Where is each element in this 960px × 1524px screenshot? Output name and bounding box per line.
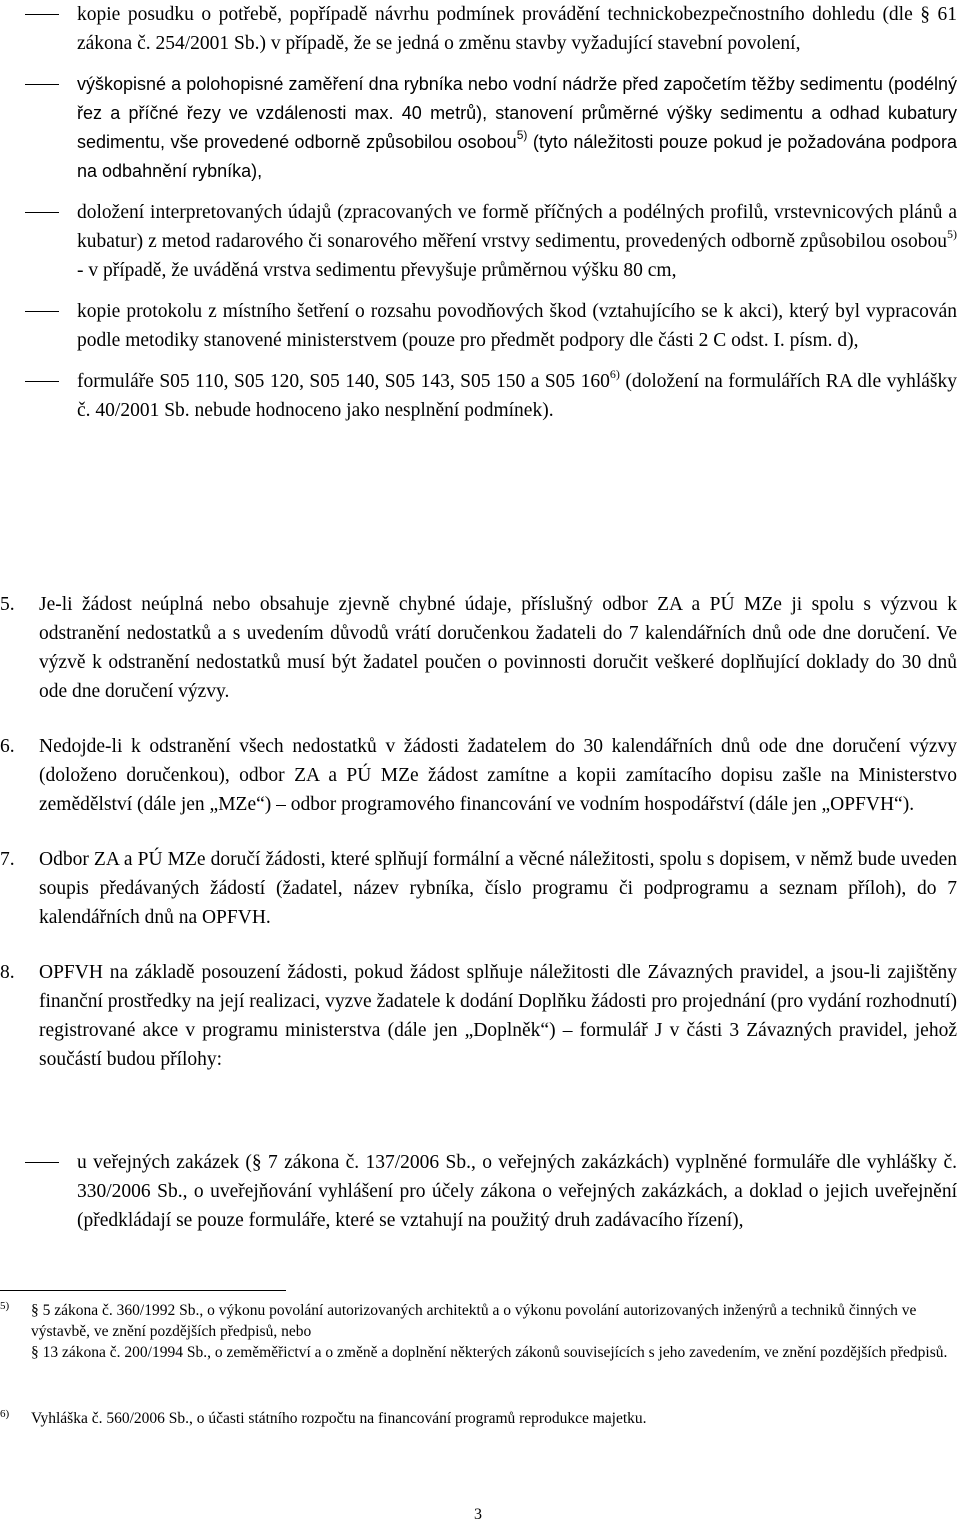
paragraph-text: Nedojde-li k odstranění všech nedostatků v žádosti žadatelem do 30 kalendářních dnů ode dne doručení výzvy (doloženo doručenkou), odbor ZA a PÚ MZe žádost zamítne a kopii zamítacího dopisu zašle na Ministerstvo zemědělství (dále jen „MZe“) – odbor programového financování ve vodním hospodářství (dále jen „OPFVH“). — [39, 736, 957, 815]
footnote-ref: 5) — [516, 128, 528, 142]
numbered-paragraph — [0, 590, 957, 706]
bullet-list-bottom — [0, 1148, 957, 1235]
page-number: 3 — [474, 1506, 482, 1523]
list-item-text: u veřejných zakázek (§ 7 zákona č. 137/2006 Sb., o veřejných zakázkách) vyplněné formuláře dle vyhlášky č. 330/2006 Sb., o uveřejňování vyhlášení pro účely zákona o veřejných zakázkách, a doklad o jejich uveřejnění (předkládají se pouze formuláře, které se vztahují na použitý druh zadávacího řízení), — [77, 1152, 957, 1231]
numbered-list — [0, 590, 957, 1074]
paragraph-number: 8. — [0, 962, 15, 983]
footnote-ref: 5) — [947, 226, 957, 241]
footnote-mark: 6) — [0, 1408, 10, 1420]
list-item — [0, 70, 957, 186]
list-item-text: kopie posudku o potřebě, popřípadě návrhu podmínek provádění technickobezpečnostního dohledu (dle § 61 zákona č. 254/2001 Sb.) v případě, že se jedná o změnu stavby vyžadující stavební povolení, — [77, 4, 957, 54]
dash-bullet-icon — [25, 14, 59, 15]
paragraph-text: Je-li žádost neúplná nebo obsahuje zjevně chybné údaje, příslušný odbor ZA a PÚ MZe ji spolu s výzvou k odstranění nedostatků a s uvedením důvodů vrátí doručenkou žadateli do 7 kalendářních dnů ode dne doručení. Ve výzvě k odstranění nedostatků musí být žadatel poučen o povinnosti doručit veškeré doplňující doklady do 30 dnů ode dne doručení výzvy. — [39, 594, 957, 702]
list-item — [0, 198, 957, 285]
list-item-text: (tyto náležitosti pouze pokud je požadována podpora na odbahnění rybníka), — [77, 132, 958, 181]
footnote-mark: 5) — [0, 1300, 10, 1312]
numbered-paragraph — [0, 958, 957, 1074]
numbered-paragraph — [0, 732, 957, 819]
bullet-list-top — [0, 0, 957, 425]
paragraph-number: 7. — [0, 849, 15, 870]
list-item-text: doložení interpretovaných údajů (zpracovaných ve formě příčných a podélných profilů, vrstevnicových plánů a kubatur) z metod radarového či sonarového měření vrstvy sedimentu, provedených odborně způsobilou osobou — [77, 202, 957, 252]
numbered-paragraph — [0, 845, 957, 932]
list-item — [0, 297, 957, 355]
dash-bullet-icon — [25, 84, 59, 85]
footnote-text: § 5 zákona č. 360/1992 Sb., o výkonu povolání autorizovaných architektů a o výkonu povolání autorizovaných inženýrů a techniků činných ve výstavbě, ve znění pozdějších předpisů, nebo — [31, 1302, 917, 1340]
footnote-ref: 6) — [609, 366, 620, 381]
dash-bullet-icon — [25, 1162, 59, 1163]
list-item — [0, 367, 957, 425]
dash-bullet-icon — [25, 212, 59, 213]
paragraph-number: 5. — [0, 594, 15, 615]
paragraph-number: 6. — [0, 736, 15, 757]
list-item-text: (doložení na formulářích RA dle vyhlášky č. 40/2001 Sb. nebude hodnoceno jako nesplnění podmínek). — [77, 371, 957, 421]
dash-bullet-icon — [25, 381, 59, 382]
footnote-text: Vyhláška č. 560/2006 Sb., o účasti státního rozpočtu na financování programů reprodukce majetku. — [31, 1410, 647, 1427]
dash-bullet-icon — [25, 311, 59, 312]
list-item — [0, 0, 957, 58]
list-item-text: formuláře S05 110, S05 120, S05 140, S05 143, S05 150 a S05 160 — [77, 371, 610, 392]
footnote-6 — [0, 1408, 950, 1429]
footnote-5 — [0, 1300, 950, 1363]
paragraph-text: OPFVH na základě posouzení žádosti, pokud žádost splňuje náležitosti dle Závazných pravidel, a jsou-li zajištěny finanční prostředky na její realizaci, vyzve žadatele k dodání Doplňku žádosti pro projednání (pro vydání rozhodnutí) registrované akce v programu ministerstva (dále jen „Doplněk“) – formulář J v části 3 Závazných pravidel, jehož součástí budou přílohy: — [39, 962, 957, 1070]
list-item-text: kopie protokolu z místního šetření o rozsahu povodňových škod (vztahujícího se k akci), který byl vypracován podle metodiky stanovené ministerstvem (pouze pro předmět podpory dle části 2 C odst. I. písm. d), — [77, 301, 957, 351]
list-item-text: výškopisné a polohopisné zaměření dna rybníka nebo vodní nádrže před započetím těžby sedimentu (podélný řez a příčné řezy ve vzdálenosti max. 40 metrů), stanovení průměrné výšky sedimentu a odhad kubatury sedimentu, vše provedené odborně způsobilou osobou — [77, 74, 957, 152]
footnote-text: § 13 zákona č. 200/1994 Sb., o zeměměřictví a o změně a doplnění některých zákonů souvisejících s jeho zavedením, ve znění pozdějších předpisů. — [31, 1344, 948, 1361]
list-item — [0, 1148, 957, 1235]
list-item-text: - v případě, že uváděná vrstva sedimentu převyšuje průměrnou výšku 80 cm, — [77, 260, 677, 281]
footnote-separator — [0, 1290, 286, 1291]
paragraph-text: Odbor ZA a PÚ MZe doručí žádosti, které splňují formální a věcné náležitosti, spolu s dopisem, v němž bude uveden soupis předávaných žádostí (žadatel, název rybníka, číslo programu či podprogramu a seznam příloh), do 7 kalendářních dnů na OPFVH. — [39, 849, 957, 928]
